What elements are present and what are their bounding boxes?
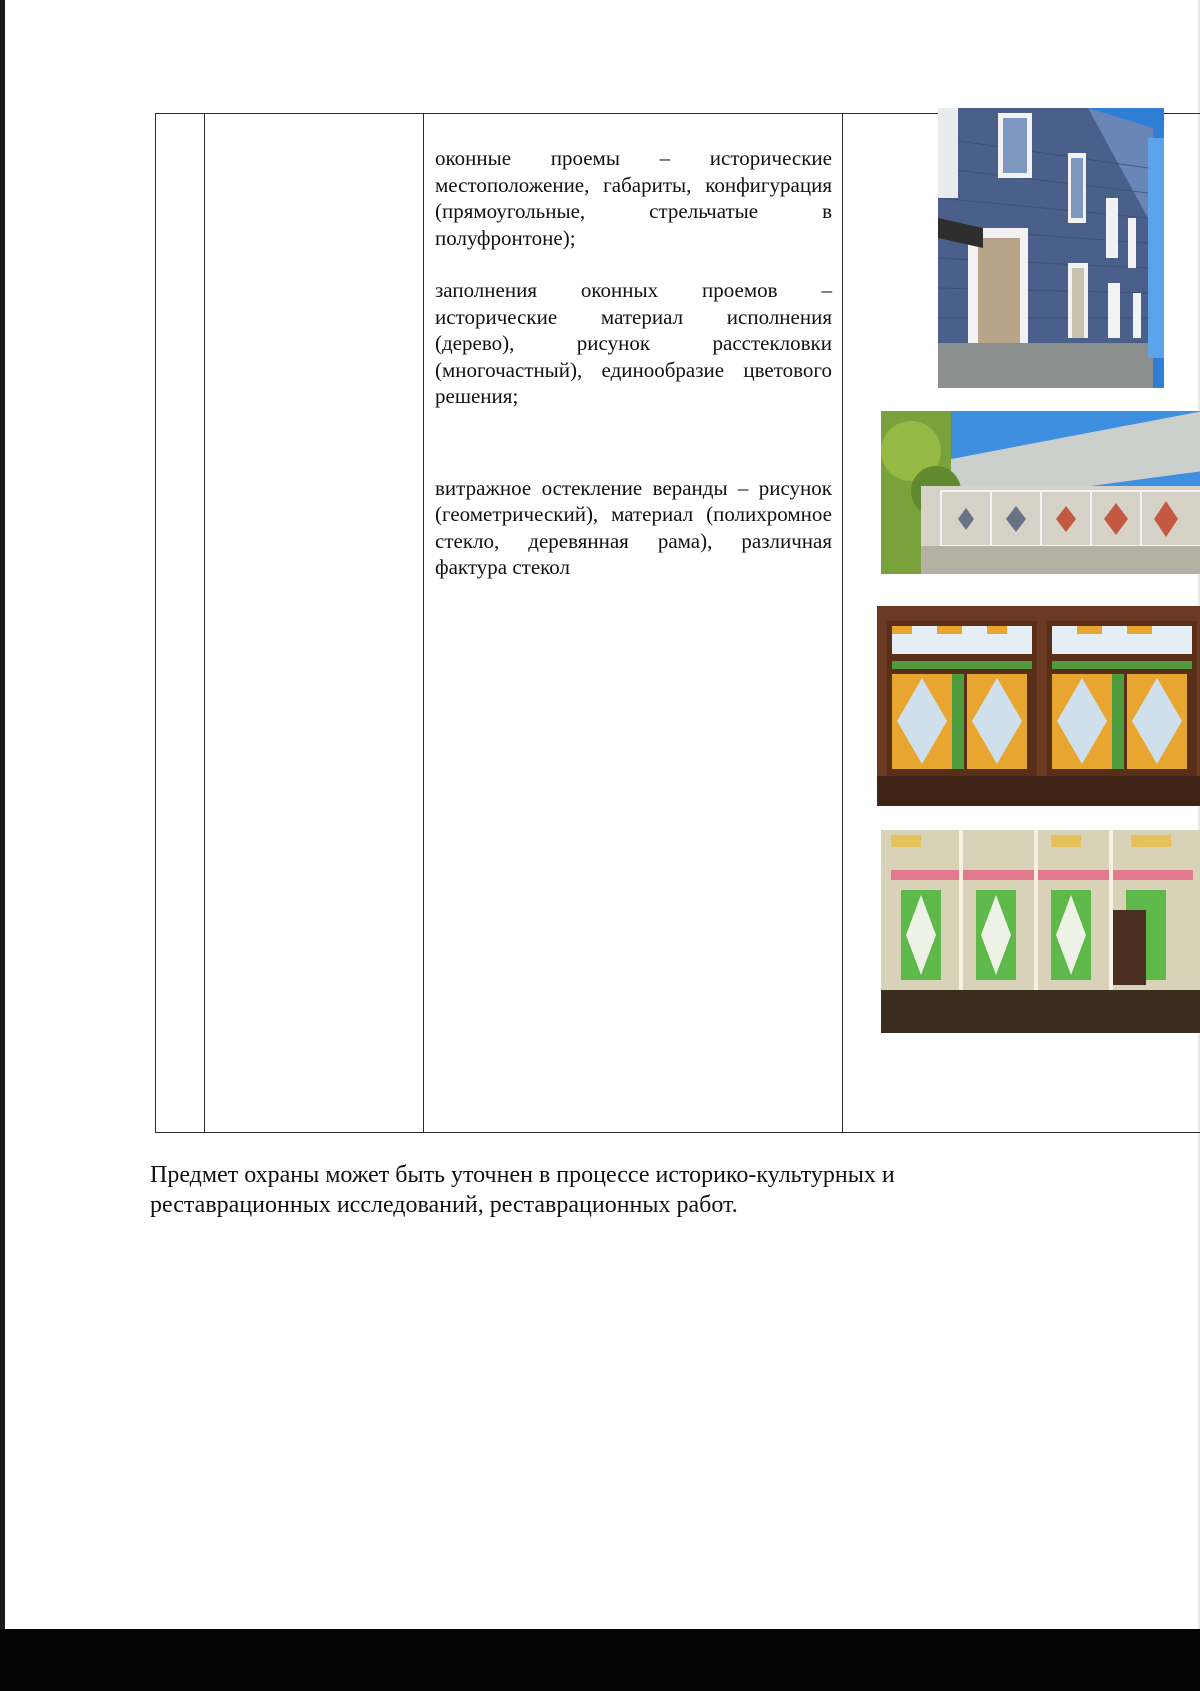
description-veranda-stained-glass: витражное остекление веранды – рисунок (геометрический), материал (полихромное стекло, деревянная рама), различная фактура стекол: [435, 475, 832, 579]
row-description-cell: [424, 114, 843, 1133]
row-name-cell: [205, 114, 424, 1133]
row-number-cell: [156, 114, 205, 1133]
wooden-house-facade-photo: [938, 108, 1164, 388]
scan-left-edge: [0, 0, 5, 1691]
stained-glass-interior-photo: [877, 606, 1200, 806]
stained-glass-backlit-photo: [881, 830, 1200, 1033]
row-photos-cell: [843, 114, 1200, 1133]
description-window-openings: оконные проемы – исторические местоположение, габариты, конфигурация (прямоугольные, стрельчатые в полуфронтоне);: [435, 146, 832, 250]
description-window-fillings: заполнения оконных проемов – исторические материал исполнения (дерево), рисунок расстекловки (многочастный), единообразие цветового решения;: [435, 278, 832, 408]
table-row: [156, 114, 1200, 1133]
veranda-exterior-photo: [881, 411, 1200, 574]
footer-note: Предмет охраны может быть уточнен в процессе историко-культурных и реставрационных исследований, реставрационных работ.: [150, 1162, 895, 1218]
protection-subject-table: [155, 113, 1200, 1133]
scan-bottom-band: [0, 1629, 1200, 1691]
